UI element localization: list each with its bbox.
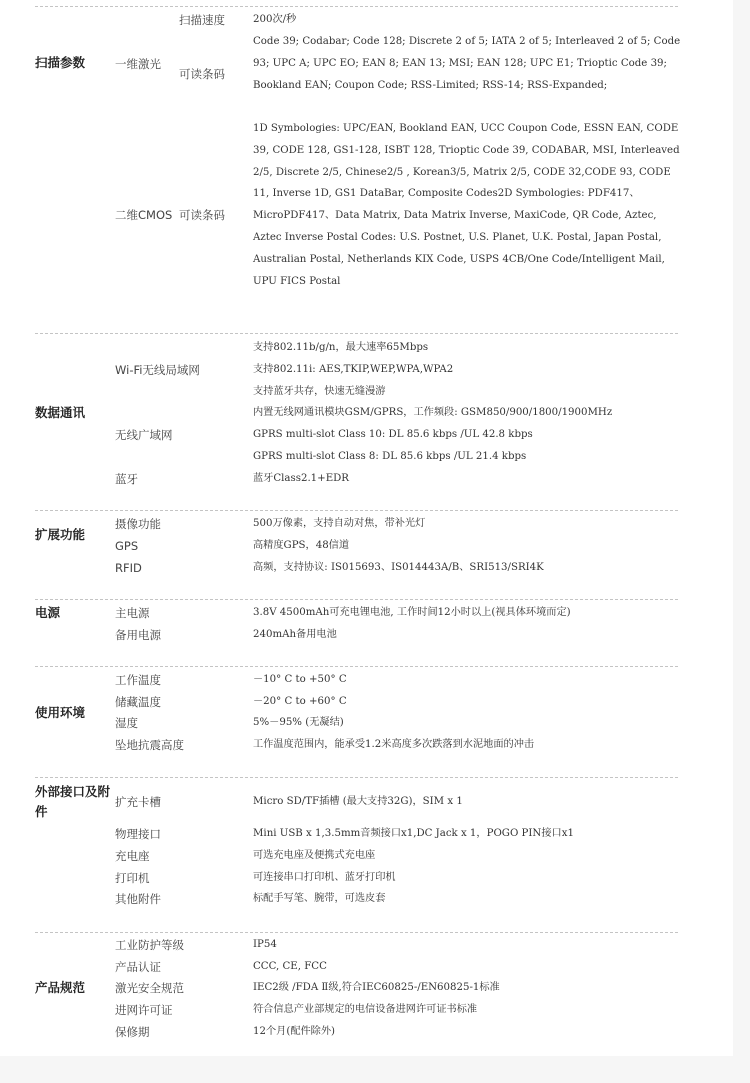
value-printer: 可连接串口打印机、蓝牙打印机 — [253, 872, 396, 883]
label-backup-power: 备用电源 — [115, 628, 161, 642]
value-humidity: 5%－95% (无凝结) — [253, 717, 344, 728]
value-storage-temp: －20° C to +60° C — [253, 696, 347, 707]
category-spec: 产品规范 — [35, 980, 86, 995]
value-certification: CCC, CE, FCC — [253, 961, 327, 972]
section-divider — [35, 6, 678, 7]
section-divider — [35, 666, 678, 667]
value-rfid: 高频，支持协议: IS015693、IS014443A/B、SRI513/SRI4K — [253, 562, 544, 573]
value-bluetooth: 蓝牙Class2.1+EDR — [253, 473, 349, 484]
label-drop-height: 坠地抗震高度 — [115, 738, 184, 752]
label-laser-safety: 激光安全规范 — [115, 981, 184, 995]
label-storage-temp: 储藏温度 — [115, 695, 161, 709]
label-scan-speed: 扫描速度 — [179, 13, 225, 27]
value-other-accessories: 标配手写笔、腕带，可选皮套 — [253, 893, 386, 904]
value-op-temp: －10° C to +50° C — [253, 674, 347, 685]
label-rfid: RFID — [115, 561, 142, 575]
value-wan-2: GPRS multi-slot Class 10: DL 85.6 kbps /UL 42.8 kbps — [253, 429, 533, 440]
value-backup-power: 240mAh备用电池 — [253, 629, 337, 640]
value-network-license: 符合信息产业部规定的电信设备进网许可证书标准 — [253, 1004, 478, 1015]
category-scan: 扫描参数 — [35, 55, 86, 70]
value-drop-height: 工作温度范围内，能承受1.2米高度多次跌落到水泥地面的冲击 — [253, 739, 535, 750]
label-op-temp: 工作温度 — [115, 673, 161, 687]
value-warranty: 12个月(配件除外) — [253, 1026, 336, 1037]
label-certification: 产品认证 — [115, 960, 161, 974]
section-divider — [35, 777, 678, 778]
value-card-slot: Micro SD/TF插槽 (最大支持32G)，SIM x 1 — [253, 796, 463, 807]
label-humidity: 湿度 — [115, 716, 138, 730]
label-physical-ports: 物理接口 — [115, 827, 161, 841]
label-cmos: 二维CMOS — [115, 208, 173, 222]
value-laser-codes: Code 39; Codabar; Code 128; Discrete 2 of 5; IATA 2 of 5; Interleaved 2 of 5; Code 93; UPC A; UPC EO; EAN 8; EAN 13; MSI; EAN 128; UPC E1; Trioptic Code 39; Bookland EAN; Coupon Code; RSS-Limited; RSS-14; RSS-Expanded; — [253, 36, 681, 91]
value-camera: 500万像素，支持自动对焦，带补光灯 — [253, 518, 426, 529]
value-wifi-2: 支持802.11i: AES,TKIP,WEP,WPA,WPA2 — [253, 364, 454, 375]
category-comm: 数据通讯 — [35, 405, 86, 420]
value-ip-rating: IP54 — [253, 939, 277, 950]
label-camera: 摄像功能 — [115, 517, 161, 531]
value-wifi-3: 支持蓝牙共存，快速无缝漫游 — [253, 386, 386, 397]
label-card-slot: 扩充卡槽 — [115, 795, 161, 809]
value-wan-1: 内置无线网通讯模块GSM/GPRS，工作频段: GSM850/900/1800/1900MHz — [253, 407, 613, 418]
value-gps: 高精度GPS，48信道 — [253, 540, 350, 551]
label-main-power: 主电源 — [115, 606, 150, 620]
value-main-power: 3.8V 4500mAh可充电锂电池, 工作时间12小时以上(视具体环境而定) — [253, 607, 571, 618]
label-laser-readable: 可读条码 — [179, 67, 225, 81]
label-gps: GPS — [115, 539, 139, 553]
value-scan-speed: 200次/秒 — [253, 14, 297, 25]
label-wan: 无线广域网 — [115, 428, 173, 442]
label-ip-rating: 工业防护等级 — [115, 938, 184, 952]
value-laser-safety: IEC2级 /FDA Ⅱ级,符合IEC60825-/EN60825-1标准 — [253, 982, 500, 993]
value-cmos-codes: 1D Symbologies: UPC/EAN, Bookland EAN, UCC Coupon Code, ESSN EAN, CODE 39, CODE 128, GS1-128, ISBT 128, Trioptic Code 39, CODABAR, MSI, Interleaved 2/5, Discrete 2/5, Chinese2/5 , Korean3/5, Matrix 2/5, CODE 32,CODE 93, CODE 11, Inverse 1D, GS1 DataBar, Composite Codes2D Symbologies: PDF417、MicroPDF417、Data Matrix, Data Matrix Inverse, MaxiCode, QR Code, Aztec, Aztec Inverse Postal Codes: U.S. Postnet, U.S. Planet, U.K. Postal, Japan Postal, Australian Postal, Netherlands KIX Code, USPS 4CB/One Code/Intelligent Mail, UPU FICS Postal — [253, 123, 680, 287]
category-ext: 扩展功能 — [35, 527, 86, 542]
value-physical-ports: Mini USB x 1,3.5mm音频接口x1,DC Jack x 1，POGO PIN接口x1 — [253, 828, 574, 839]
value-wan-3: GPRS multi-slot Class 8: DL 85.6 kbps /UL 21.4 kbps — [253, 451, 527, 462]
label-wifi: Wi-Fi无线局域网 — [115, 363, 200, 377]
section-divider — [35, 510, 678, 511]
category-ports: 外部接口及附件 — [35, 784, 111, 819]
label-cmos-readable: 可读条码 — [179, 208, 225, 222]
value-charger: 可选充电座及便携式充电座 — [253, 850, 376, 861]
value-wifi-1: 支持802.11b/g/n，最大速率65Mbps — [253, 342, 429, 353]
label-charger: 充电座 — [115, 849, 150, 863]
label-laser: 一维激光 — [115, 57, 161, 71]
category-env: 使用环境 — [35, 705, 86, 720]
label-bluetooth: 蓝牙 — [115, 472, 138, 486]
section-divider — [35, 599, 678, 600]
section-divider — [35, 333, 678, 334]
section-divider — [35, 932, 678, 933]
label-printer: 打印机 — [115, 871, 150, 885]
label-network-license: 进网许可证 — [115, 1003, 173, 1017]
category-power: 电源 — [35, 605, 61, 620]
label-other-accessories: 其他附件 — [115, 892, 161, 906]
label-warranty: 保修期 — [115, 1025, 150, 1039]
